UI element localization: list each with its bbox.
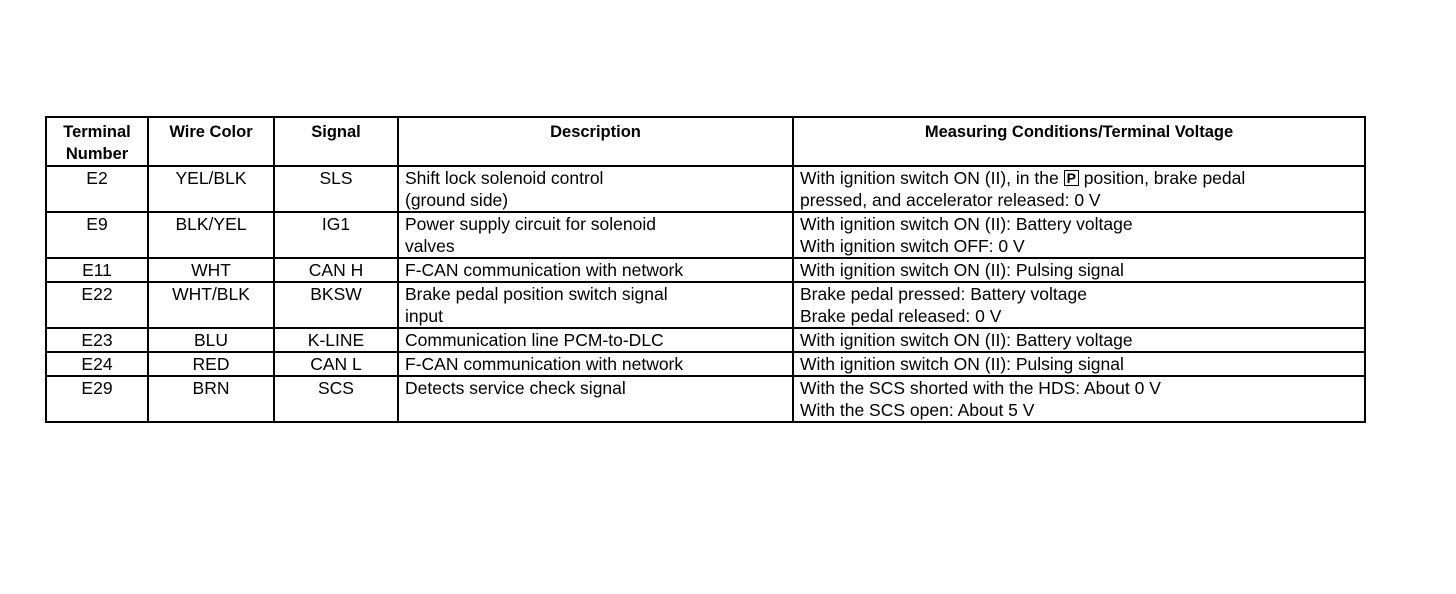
wire-color-cell: YEL/BLK [148, 166, 274, 212]
table-header-row [46, 117, 1365, 166]
signal-cell: SCS [274, 376, 398, 422]
measuring-line: Brake pedal pressed: Battery voltage [800, 284, 1087, 304]
terminal-cell: E29 [46, 376, 148, 422]
measuring-line: With ignition switch ON (II): Battery voltage [800, 214, 1133, 234]
signal-cell: BKSW [274, 282, 398, 328]
terminal-cell: E9 [46, 212, 148, 258]
measuring-line: With ignition switch OFF: 0 V [800, 236, 1025, 256]
signal-cell: SLS [274, 166, 398, 212]
description-line: Power supply circuit for solenoid [405, 214, 656, 234]
header-signal: Signal [274, 117, 398, 166]
signal-cell: CAN L [274, 352, 398, 376]
description-line: Shift lock solenoid control [405, 168, 604, 188]
table-row [46, 282, 1365, 328]
table-row [46, 166, 1365, 212]
measuring-line: Brake pedal released: 0 V [800, 306, 1002, 326]
wire-color-cell: BRN [148, 376, 274, 422]
table-row [46, 258, 1365, 282]
header-wire-color: Wire Color [148, 117, 274, 166]
description-cell [398, 212, 793, 258]
description-cell: F-CAN communication with network [398, 352, 793, 376]
terminal-cell: E23 [46, 328, 148, 352]
measuring-cell [793, 376, 1365, 422]
description-line: (ground side) [405, 190, 509, 210]
measuring-line: pressed, and accelerator released: 0 V [800, 190, 1101, 210]
measuring-cell: With ignition switch ON (II): Pulsing signal [793, 258, 1365, 282]
signal-cell: IG1 [274, 212, 398, 258]
wire-color-cell: WHT/BLK [148, 282, 274, 328]
terminal-cell: E2 [46, 166, 148, 212]
header-terminal-line2: Number [65, 145, 129, 163]
table-row [46, 328, 1365, 352]
wire-color-cell: WHT [148, 258, 274, 282]
terminal-cell: E11 [46, 258, 148, 282]
measuring-text: With ignition switch ON (II), in the [800, 168, 1064, 188]
header-terminal-line1: Terminal [63, 123, 131, 141]
description-cell: F-CAN communication with network [398, 258, 793, 282]
description-cell [398, 166, 793, 212]
wire-color-cell: BLK/YEL [148, 212, 274, 258]
description-line: input [405, 306, 443, 326]
wire-color-cell: RED [148, 352, 274, 376]
measuring-cell: With ignition switch ON (II): Pulsing signal [793, 352, 1365, 376]
measuring-cell [793, 282, 1365, 328]
description-cell [398, 282, 793, 328]
measuring-cell [793, 212, 1365, 258]
terminal-cell: E22 [46, 282, 148, 328]
measuring-line [800, 167, 1358, 189]
header-description: Description [398, 117, 793, 166]
table-row [46, 352, 1365, 376]
description-cell: Detects service check signal [398, 376, 793, 422]
signal-cell: K-LINE [274, 328, 398, 352]
header-terminal-number [46, 117, 148, 166]
measuring-line: With the SCS open: About 5 V [800, 400, 1035, 420]
description-line: Brake pedal position switch signal [405, 284, 668, 304]
terminal-cell: E24 [46, 352, 148, 376]
table-row [46, 376, 1365, 422]
measuring-cell [793, 166, 1365, 212]
signal-cell: CAN H [274, 258, 398, 282]
measuring-line: With the SCS shorted with the HDS: About 0 V [800, 378, 1161, 398]
terminal-voltage-table [45, 116, 1366, 423]
park-position-icon: P [1064, 170, 1079, 186]
header-measuring-conditions: Measuring Conditions/Terminal Voltage [793, 117, 1365, 166]
description-line: valves [405, 236, 455, 256]
measuring-cell: With ignition switch ON (II): Battery voltage [793, 328, 1365, 352]
description-cell: Communication line PCM-to-DLC [398, 328, 793, 352]
table-row [46, 212, 1365, 258]
wire-color-cell: BLU [148, 328, 274, 352]
measuring-text: position, brake pedal [1078, 168, 1246, 188]
